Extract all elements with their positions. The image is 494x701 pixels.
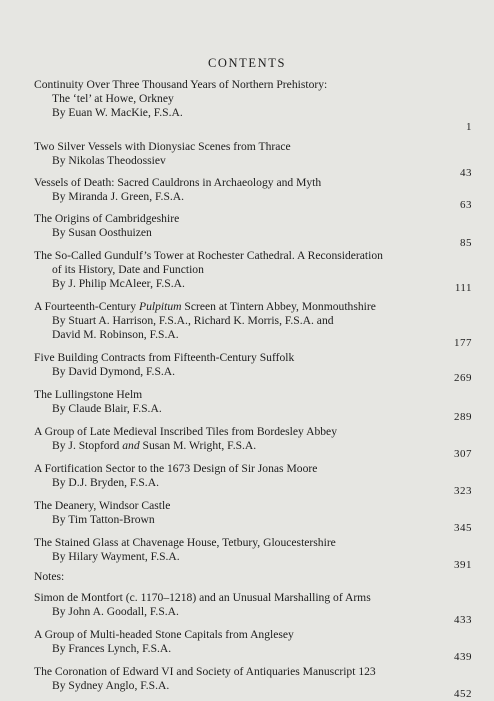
contents-heading: CONTENTS [207,56,287,70]
entry-title: Two Silver Vessels with Dionysiac Scenes from Thrace [34,140,291,153]
entry-author: By J. Stopford and Susan M. Wright, F.S.A. [52,439,257,452]
toc-entry [34,536,472,571]
entry-title: The Stained Glass at Chavenage House, Tetbury, Gloucestershire [34,536,336,549]
toc-entry [34,249,472,294]
entry-page: 345 [454,522,472,534]
entry-page: 289 [454,411,472,423]
entry-page: 177 [454,337,472,349]
toc-entry [34,388,472,423]
entry-author: By Sydney Anglo, F.S.A. [52,679,170,692]
entry-title: A Group of Late Medieval Inscribed Tiles from Bordesley Abbey [34,425,337,438]
entry-title-cont: The ‘tel’ at Howe, Orkney [52,92,174,105]
entry-author-cont: David M. Robinson, F.S.A. [52,328,179,341]
entry-page: 323 [454,485,472,497]
entry-title: The Deanery, Windsor Castle [34,499,171,512]
entry-title: A Fortification Sector to the 1673 Design of Sir Jonas Moore [34,462,318,475]
entry-author: By Susan Oosthuizen [52,226,152,239]
entry-author: By Euan W. MacKie, F.S.A. [52,106,183,119]
toc-entry [34,176,472,211]
entry-author: By Miranda J. Green, F.S.A. [52,190,185,203]
entry-title: The Lullingstone Helm [34,388,143,401]
entry-author: By Hilary Wayment, F.S.A. [52,550,180,563]
notes-label: Notes: [34,570,65,583]
entry-author: By Tim Tatton-Brown [52,513,155,526]
entry-author: By Nikolas Theodossiev [52,154,166,167]
entry-title: Five Building Contracts from Fifteenth-Century Suffolk [34,351,295,364]
entry-page: 433 [454,614,472,626]
toc-entry [34,351,472,384]
entry-page: 269 [454,372,472,384]
toc-entry [34,628,472,663]
entry-author-italic: and [122,439,140,452]
toc-entry [34,78,472,133]
entry-title: Vessels of Death: Sacred Cauldrons in Archaeology and Myth [34,176,322,189]
entry-author: By David Dymond, F.S.A. [52,365,176,378]
toc-entry [34,499,472,534]
toc-entry [34,665,472,700]
toc-entry [34,462,472,497]
entry-page: 391 [454,559,472,571]
entry-page: 43 [460,167,472,179]
entry-page: 85 [460,237,472,249]
entry-page: 307 [454,448,472,460]
entry-title: A Group of Multi-headed Stone Capitals from Anglesey [34,628,294,641]
entry-title-cont: of its History, Date and Function [52,263,204,276]
entry-page: 63 [460,199,472,211]
table-of-contents [34,78,472,700]
toc-entry [34,591,472,626]
entry-page: 1 [466,121,472,133]
entry-author: By Stuart A. Harrison, F.S.A., Richard K. Morris, F.S.A. and [52,314,334,327]
toc-entry [34,212,472,249]
toc-entry [34,140,472,179]
entry-author: By Frances Lynch, F.S.A. [52,642,172,655]
toc-entry [34,300,472,349]
entry-title-italic: Pulpitum [138,300,182,313]
entry-title: The So-Called Gundulf’s Tower at Rochester Cathedral. A Reconsideration [34,249,383,262]
entry-title: A Fourteenth-Century Pulpitum Screen at Tintern Abbey, Monmouthshire [34,300,376,313]
entry-author: By Claude Blair, F.S.A. [52,402,162,415]
entry-title: The Origins of Cambridgeshire [34,212,180,225]
entry-title: Continuity Over Three Thousand Years of Northern Prehistory: [34,78,328,91]
entry-author: By John A. Goodall, F.S.A. [52,605,179,618]
entry-page: 439 [454,651,472,663]
entry-author: By J. Philip McAleer, F.S.A. [52,277,185,290]
entry-author: By D.J. Bryden, F.S.A. [52,476,159,489]
entry-page: 111 [454,282,472,294]
entry-title: The Coronation of Edward VI and Society of Antiquaries Manuscript 123 [34,665,376,678]
toc-entry [34,425,472,460]
entry-title: Simon de Montfort (c. 1170–1218) and an Unusual Marshalling of Arms [34,591,371,604]
entry-page: 452 [454,688,472,700]
